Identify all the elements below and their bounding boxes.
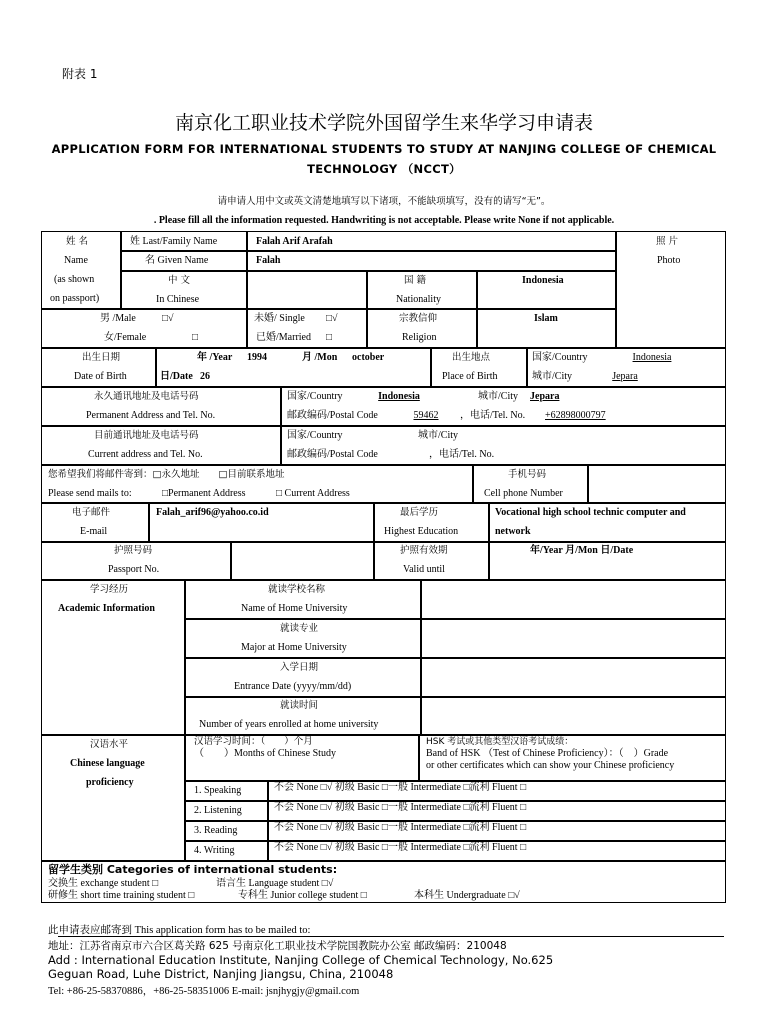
entrance-label-cn: 入学日期 — [280, 662, 319, 673]
education-value-2: network — [495, 526, 531, 537]
perm-city-label: 城市/City — [478, 391, 519, 402]
married-label: 已婚/Married — [256, 332, 311, 343]
skill-reading-levels[interactable]: 不会 None □√ 初级 Basic □一般 Intermediate □流利 Fluent □ — [274, 822, 527, 833]
dob-label-en: Date of Birth — [74, 371, 127, 382]
nationality-label-en: Nationality — [396, 294, 441, 305]
years-field[interactable] — [421, 697, 726, 735]
education-label-cn: 最后学历 — [400, 507, 439, 518]
perm-city-value: Jepara — [530, 391, 560, 402]
cell-phone-label-cn: 手机号码 — [508, 469, 547, 480]
language-label-cell — [41, 735, 185, 861]
cell-phone-field[interactable] — [588, 465, 726, 503]
footer-divider — [58, 936, 724, 937]
photo-cell[interactable] — [616, 231, 726, 348]
category-title: 留学生类别 Categories of international students: — [48, 863, 338, 876]
nationality-value: Indonesia — [522, 275, 564, 286]
category-training[interactable]: 研修生 short time training student □ — [48, 890, 195, 901]
passport-label-en: Passport No. — [108, 564, 160, 575]
curr-tel-label: ，电话/Tel. No. — [429, 449, 495, 460]
valid-label-en: Valid until — [403, 564, 445, 575]
school-label-en: Name of Home University — [241, 603, 348, 614]
day-value: 26 — [200, 371, 210, 382]
female-label: 女/Female — [104, 332, 147, 343]
religion-value: Islam — [534, 313, 558, 324]
hsk-band: Band of HSK （Test of Chinese Proficiency）：（ ）Grade — [426, 748, 669, 759]
footer-contact: Tel: +86-25-58370886，+86-25-58351006 E-mail: jsnjhygjy@gmail.com — [48, 986, 360, 997]
skill-reading-label: 3. Reading — [194, 825, 238, 836]
language-label-cn: 汉语水平 — [90, 739, 129, 750]
single-label: 未婚/ Single — [254, 313, 305, 324]
footer-address-cn: 地址：江苏省南京市六合区葛关路 625 号南京化工职业技术学院国教院办公室 邮政编码：210048 — [48, 940, 507, 952]
curr-address-option[interactable]: □ Current Address — [276, 488, 350, 499]
passport-field[interactable] — [231, 542, 374, 580]
curr-city-label: 城市/City — [418, 430, 459, 441]
skill-listening-levels[interactable]: 不会 None □√ 初级 Basic □一般 Intermediate □流利 Fluent □ — [274, 802, 527, 813]
religion-label-en: Religion — [402, 332, 437, 343]
perm-tel-label: ，电话/Tel. No. — [460, 410, 526, 421]
name-label-cn: 姓 名 — [66, 236, 89, 247]
skill-writing-label: 4. Writing — [194, 845, 235, 856]
education-label-en: Highest Education — [384, 526, 459, 537]
page-title-en: APPLICATION FORM FOR INTERNATIONAL STUDENTS TO STUDY AT NANJING COLLEGE OF CHEMICAL TECHNOLOGY （NCCT） — [51, 142, 717, 176]
perm-postal-label: 邮政编码/Postal Code — [287, 410, 378, 421]
nationality-label-cn: 国 籍 — [404, 275, 427, 286]
name-note-1: (as shown — [54, 274, 95, 285]
single-checkbox[interactable]: □√ — [326, 313, 338, 324]
perm-postal-value: 59462 — [413, 410, 439, 421]
mail-option-en: Please send mails to: — [48, 488, 132, 499]
annex-label: 附表 1 — [62, 67, 98, 81]
email-label-cn: 电子邮件 — [72, 507, 111, 518]
pob-country-value: Indonesia — [632, 352, 672, 363]
category-exchange[interactable]: 交换生 exchange student □ — [48, 878, 159, 889]
pob-city-value: Jepara — [612, 371, 638, 382]
curr-address-label-cn: 目前通讯地址及电话号码 — [94, 430, 199, 441]
school-field[interactable] — [421, 580, 726, 619]
study-time-en: （ ）Months of Chinese Study — [194, 748, 336, 759]
study-time-cn: 汉语学习时间：（ ）个月 — [194, 736, 313, 747]
perm-address-option[interactable]: □Permanent Address — [162, 488, 246, 499]
cell-phone-label-en: Cell phone Number — [484, 488, 563, 499]
academic-label-en: Academic Information — [58, 603, 155, 614]
given-name-label: 名 Given Name — [145, 255, 209, 266]
hsk-other: or other certificates which can show your Chinese proficiency — [426, 760, 675, 771]
chinese-label-cn: 中 文 — [168, 275, 191, 286]
email-value: Falah_arif96@yahoo.co.id — [156, 507, 269, 518]
entrance-label-en: Entrance Date (yyyy/mm/dd) — [234, 681, 352, 692]
dob-label-cn: 出生日期 — [82, 352, 121, 363]
photo-label-cn: 照 片 — [656, 236, 679, 247]
month-label: 月 /Mon — [302, 352, 338, 363]
mail-option-cn: 您希望我们将邮件寄到：□永久地址 □目前联系地址 — [48, 469, 285, 480]
pob-country-label: 国家/Country — [532, 352, 588, 363]
skill-speaking-label: 1. Speaking — [194, 785, 242, 796]
pob-label-en: Place of Birth — [442, 371, 498, 382]
skill-writing-levels[interactable]: 不会 None □√ 初级 Basic □一般 Intermediate □流利 Fluent □ — [274, 842, 527, 853]
curr-postal-label: 邮政编码/Postal Code — [287, 449, 378, 460]
curr-country-label: 国家/Country — [287, 430, 343, 441]
female-checkbox[interactable]: □ — [192, 332, 199, 343]
given-name-value: Falah — [256, 255, 281, 266]
curr-address-label-en: Current address and Tel. No. — [88, 449, 203, 460]
religion-label-cn: 宗教信仰 — [399, 313, 438, 324]
category-junior-college[interactable]: 专科生 Junior college student □ — [238, 890, 367, 901]
email-label-en: E-mail — [80, 526, 108, 537]
perm-country-label: 国家/Country — [287, 391, 343, 402]
perm-address-label-cn: 永久通讯地址及电话号码 — [94, 391, 199, 402]
skill-speaking-levels[interactable]: 不会 None □√ 初级 Basic □一般 Intermediate □流利 Fluent □ — [274, 782, 527, 793]
academic-label-cn: 学习经历 — [90, 584, 129, 595]
day-label: 日/Date — [160, 371, 193, 382]
male-checkbox[interactable]: □√ — [162, 313, 174, 324]
page-title: 南京化工职业技术学院外国留学生来华学习申请表 — [174, 112, 593, 134]
last-name-label: 姓 Last/Family Name — [130, 236, 218, 247]
education-value-1: Vocational high school technic computer and — [495, 507, 686, 518]
mail-to-text: 此申请表应邮寄到 This application form has to be mailed to: — [48, 925, 311, 936]
photo-label-en: Photo — [657, 255, 681, 266]
pob-city-label: 城市/City — [532, 371, 573, 382]
skill-listening-label: 2. Listening — [194, 805, 242, 816]
years-label-en: Number of years enrolled at home university — [199, 719, 379, 730]
language-label-en-1: Chinese language — [70, 758, 145, 769]
language-label-en-2: proficiency — [86, 777, 134, 788]
hsk-label-cn: HSK 考试或其他类型汉语考试成绩： — [426, 737, 574, 747]
perm-country-value: Indonesia — [378, 391, 420, 402]
perm-address-label-en: Permanent Address and Tel. No. — [86, 410, 216, 421]
valid-date-fields: 年/Year 月/Mon 日/Date — [530, 545, 634, 556]
passport-label-cn: 护照号码 — [114, 545, 153, 556]
pob-label-cn: 出生地点 — [452, 352, 491, 363]
month-value: october — [352, 352, 385, 363]
married-checkbox[interactable]: □ — [326, 332, 333, 343]
male-label: 男 /Male — [100, 313, 136, 324]
chinese-label-en: In Chinese — [156, 294, 200, 305]
year-value: 1994 — [247, 352, 267, 363]
category-undergraduate[interactable]: 本科生 Undergraduate □√ — [414, 890, 520, 901]
perm-tel-value: +62898000797 — [545, 410, 606, 421]
name-label-en: Name — [64, 255, 88, 266]
year-label: 年 /Year — [197, 352, 233, 363]
school-label-cn: 就读学校名称 — [268, 584, 326, 595]
last-name-value: Falah Arif Arafah — [256, 236, 333, 247]
chinese-name-field[interactable] — [247, 271, 367, 309]
given-name-field[interactable] — [247, 251, 616, 271]
major-label-cn: 就读专业 — [280, 623, 319, 634]
category-language[interactable]: 语言生 Language student □√ — [216, 878, 334, 889]
name-note-2: on passport) — [50, 293, 100, 304]
valid-label-cn: 护照有效期 — [400, 545, 448, 556]
footer-address-en-1: Add : International Education Institute, Nanjing College of Chemical Technology, No.625 — [48, 953, 554, 967]
years-label-cn: 就读时间 — [280, 700, 319, 711]
major-field[interactable] — [421, 619, 726, 658]
major-label-en: Major at Home University — [241, 642, 347, 653]
instruction-en: . Please fill all the information requested. Handwriting is not acceptable. Please write None if not applicable. — [153, 215, 615, 226]
application-form — [42, 232, 727, 904]
footer-address-en-2: Geguan Road, Luhe District, Nanjing Jiangsu, China, 210048 — [48, 967, 394, 981]
instruction-cn: 请申请人用中文或英文清楚地填写以下诸项，不能缺项填写，没有的请写“无”。 — [217, 196, 551, 207]
entrance-field[interactable] — [421, 658, 726, 697]
